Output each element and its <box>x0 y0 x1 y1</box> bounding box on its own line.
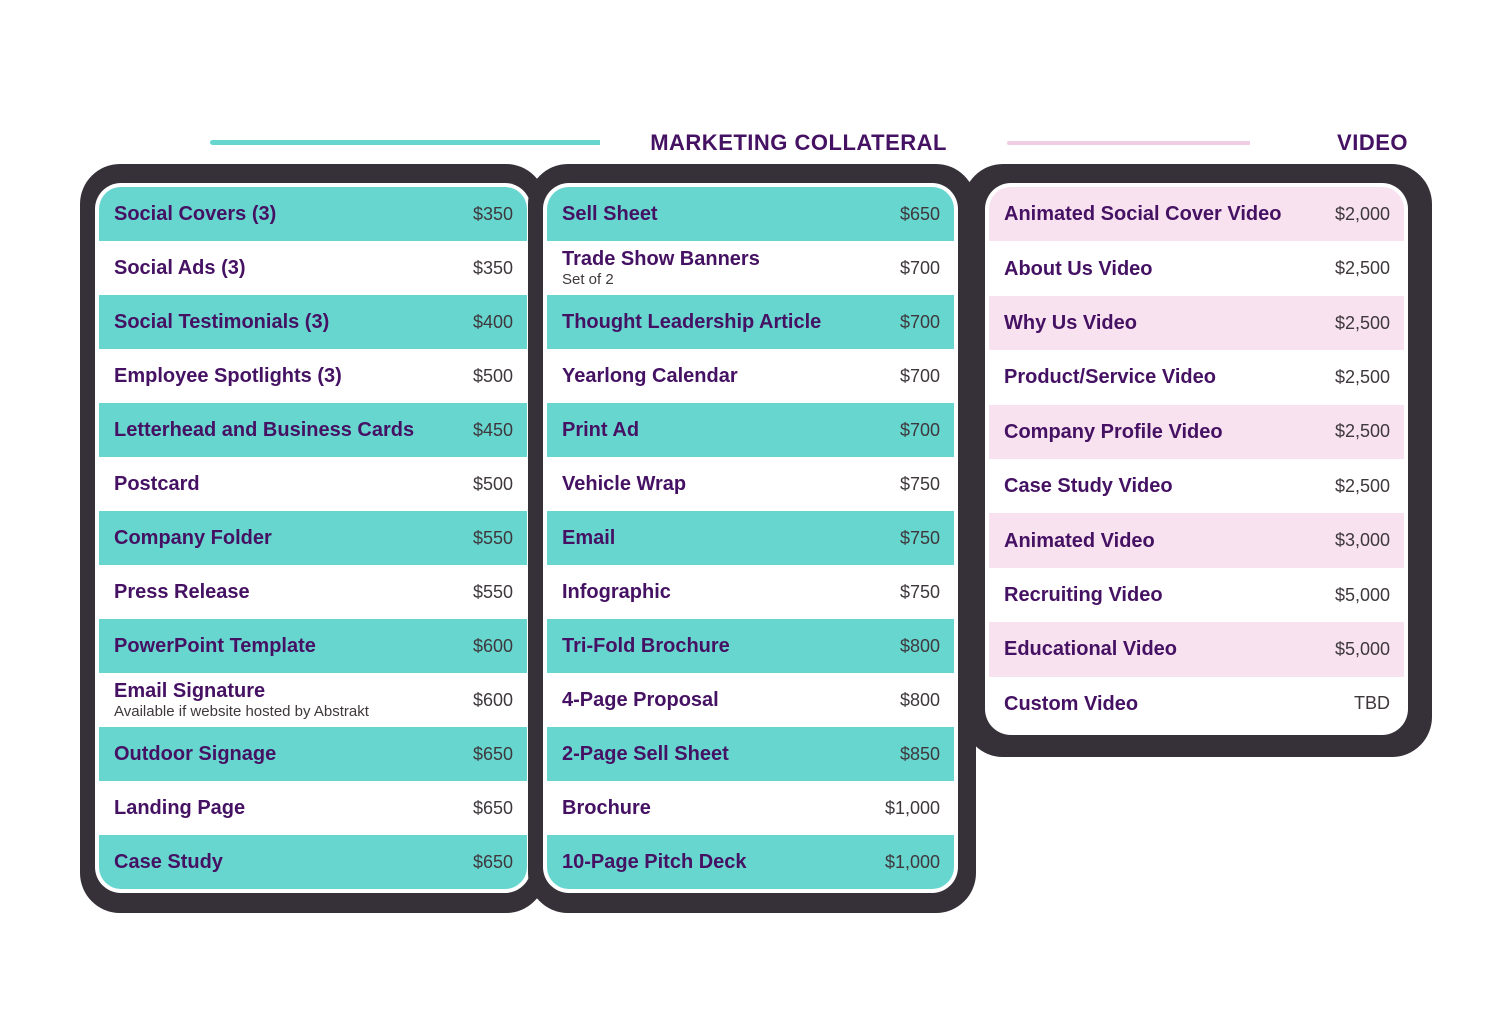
service-label-group <box>562 248 760 289</box>
service-label: Landing Page <box>114 797 246 819</box>
table-row <box>99 619 527 673</box>
table-row <box>547 835 954 889</box>
service-label-group <box>114 680 369 721</box>
service-label-group <box>1004 312 1137 334</box>
service-label: Social Ads (3) <box>114 257 246 279</box>
service-price: $2,500 <box>1334 258 1390 279</box>
service-label-group <box>114 203 276 225</box>
table-row <box>989 350 1404 404</box>
table-row <box>989 296 1404 350</box>
service-price: $350 <box>472 257 513 278</box>
table-row <box>99 457 527 511</box>
table-row <box>99 349 527 403</box>
service-label: Employee Spotlights (3) <box>114 365 342 387</box>
table-row <box>989 568 1404 622</box>
service-label-group <box>114 311 329 333</box>
service-label-group <box>114 635 316 657</box>
service-label: About Us Video <box>1004 257 1153 280</box>
service-label: Sell Sheet <box>562 203 658 225</box>
service-label-group <box>114 257 246 279</box>
branding-pricing-card <box>80 164 546 913</box>
service-label: Email Signature <box>114 679 266 702</box>
service-label-group <box>562 203 658 225</box>
service-price: $1,000 <box>884 851 940 872</box>
service-label: PowerPoint Template <box>114 635 316 657</box>
service-price: $3,000 <box>1334 530 1390 551</box>
service-price: TBD <box>1354 693 1390 714</box>
service-label-group <box>1004 366 1216 388</box>
marketing-collateral-pricing-card <box>528 164 976 913</box>
table-row <box>99 187 527 241</box>
table-row <box>989 405 1404 459</box>
service-price: $400 <box>472 311 513 332</box>
service-note: Available if website hosted by Abstrakt <box>114 702 369 720</box>
marketing-collateral-underline <box>210 140 652 145</box>
service-price: $750 <box>899 581 940 602</box>
table-row <box>989 459 1404 513</box>
table-row <box>547 727 954 781</box>
service-label: Print Ad <box>562 419 640 441</box>
service-label-group <box>114 419 414 441</box>
table-row <box>989 241 1404 295</box>
service-label: Educational Video <box>1004 638 1177 661</box>
marketing-collateral-pricing-card-inner <box>543 183 958 893</box>
service-price: $2,500 <box>1334 421 1390 442</box>
table-row <box>99 295 527 349</box>
table-row <box>99 781 527 835</box>
marketing-collateral-price-table <box>547 187 954 889</box>
table-row <box>989 187 1404 241</box>
service-label-group <box>562 311 821 333</box>
service-label: Social Covers (3) <box>114 203 277 225</box>
service-price: $650 <box>472 851 513 872</box>
service-label-group <box>562 581 671 603</box>
table-row <box>99 835 527 889</box>
service-price: $700 <box>899 365 940 386</box>
service-label: Company Profile Video <box>1004 420 1223 443</box>
service-price: $850 <box>899 743 940 764</box>
service-price: $2,500 <box>1334 475 1390 496</box>
service-label: 2-Page Sell Sheet <box>562 743 729 765</box>
service-label: Thought Leadership Article <box>562 311 822 333</box>
service-price: $600 <box>472 635 513 656</box>
service-price: $2,500 <box>1334 366 1390 387</box>
service-price: $650 <box>472 743 513 764</box>
service-label-group <box>562 797 651 819</box>
service-label-group <box>562 473 686 495</box>
service-price: $2,500 <box>1334 312 1390 333</box>
service-price: $600 <box>472 689 513 710</box>
table-row <box>989 677 1404 731</box>
service-label-group <box>562 365 738 387</box>
branding-pricing-card-inner <box>95 183 531 893</box>
table-row <box>547 403 954 457</box>
service-price: $5,000 <box>1334 638 1390 659</box>
service-label-group <box>562 527 615 549</box>
service-label: Press Release <box>114 581 250 603</box>
table-row <box>547 619 954 673</box>
service-price: $700 <box>899 257 940 278</box>
service-label-group <box>114 473 200 495</box>
service-price: $500 <box>472 365 513 386</box>
table-row <box>989 513 1404 567</box>
service-label: Trade Show Banners <box>562 247 760 270</box>
video-heading: VIDEO <box>1250 129 1408 157</box>
service-label-group <box>562 689 719 711</box>
table-row <box>547 349 954 403</box>
table-row <box>547 187 954 241</box>
table-row <box>99 241 527 295</box>
service-label: Custom Video <box>1004 692 1139 715</box>
service-label-group <box>1004 638 1177 660</box>
service-price: $750 <box>899 473 940 494</box>
service-label-group <box>1004 258 1153 280</box>
service-label: Outdoor Signage <box>114 743 277 765</box>
service-label: Case Study Video <box>1004 475 1173 498</box>
table-row <box>989 622 1404 676</box>
service-label: Tri-Fold Brochure <box>562 635 730 657</box>
table-row <box>99 727 527 781</box>
table-row <box>547 511 954 565</box>
service-price: $5,000 <box>1334 584 1390 605</box>
table-row <box>99 511 527 565</box>
service-price: $700 <box>899 419 940 440</box>
service-label-group <box>114 365 342 387</box>
service-label: Yearlong Calendar <box>562 365 738 387</box>
video-price-table <box>989 187 1404 731</box>
service-label: Animated Social Cover Video <box>1004 203 1282 226</box>
service-label-group <box>562 635 730 657</box>
service-label-group <box>114 743 276 765</box>
service-label-group <box>1004 203 1282 225</box>
table-row <box>547 241 954 295</box>
service-price: $650 <box>899 203 940 224</box>
service-label-group <box>1004 421 1223 443</box>
service-label-group <box>562 743 729 765</box>
table-row <box>547 295 954 349</box>
service-price: $1,000 <box>884 797 940 818</box>
service-price: $500 <box>472 473 513 494</box>
service-note: Set of 2 <box>562 270 614 288</box>
service-label: Case Study <box>114 851 223 873</box>
service-label: Email <box>562 527 616 549</box>
service-label: Postcard <box>114 473 200 495</box>
service-label-group <box>562 419 639 441</box>
branding-price-table <box>99 187 527 889</box>
service-label-group <box>1004 475 1173 497</box>
service-label: Product/Service Video <box>1004 366 1216 389</box>
service-label: Infographic <box>562 581 671 603</box>
table-row <box>99 403 527 457</box>
service-label: Vehicle Wrap <box>562 473 687 495</box>
service-label: Why Us Video <box>1004 312 1137 335</box>
table-row <box>99 565 527 619</box>
service-label: Animated Video <box>1004 529 1155 552</box>
video-pricing-card-inner <box>985 183 1408 735</box>
service-label-group <box>1004 530 1155 552</box>
marketing-collateral-heading: MARKETING COLLATERAL <box>600 129 947 157</box>
service-label: 4-Page Proposal <box>562 689 719 711</box>
service-price: $800 <box>899 635 940 656</box>
table-row <box>547 673 954 727</box>
service-label-group <box>114 581 250 603</box>
service-label-group <box>562 851 747 873</box>
table-row <box>547 457 954 511</box>
table-row <box>99 673 527 727</box>
service-price: $550 <box>472 527 513 548</box>
service-price: $750 <box>899 527 940 548</box>
service-label-group <box>1004 584 1163 606</box>
service-label: Company Folder <box>114 527 272 549</box>
service-label-group <box>114 527 272 549</box>
service-price: $800 <box>899 689 940 710</box>
video-pricing-card <box>963 164 1432 757</box>
table-row <box>547 781 954 835</box>
service-label: 10-Page Pitch Deck <box>562 851 747 873</box>
service-label: Recruiting Video <box>1004 584 1163 607</box>
service-price: $350 <box>472 203 513 224</box>
service-label-group <box>1004 693 1138 715</box>
service-price: $700 <box>899 311 940 332</box>
service-price: $450 <box>472 419 513 440</box>
service-price: $550 <box>472 581 513 602</box>
service-label: Social Testimonials (3) <box>114 311 330 333</box>
service-label: Brochure <box>562 797 651 819</box>
service-price: $650 <box>472 797 513 818</box>
table-row <box>547 565 954 619</box>
service-label-group <box>114 797 245 819</box>
service-label: Letterhead and Business Cards <box>114 419 415 441</box>
service-label-group <box>114 851 223 873</box>
service-price: $2,000 <box>1334 203 1390 224</box>
